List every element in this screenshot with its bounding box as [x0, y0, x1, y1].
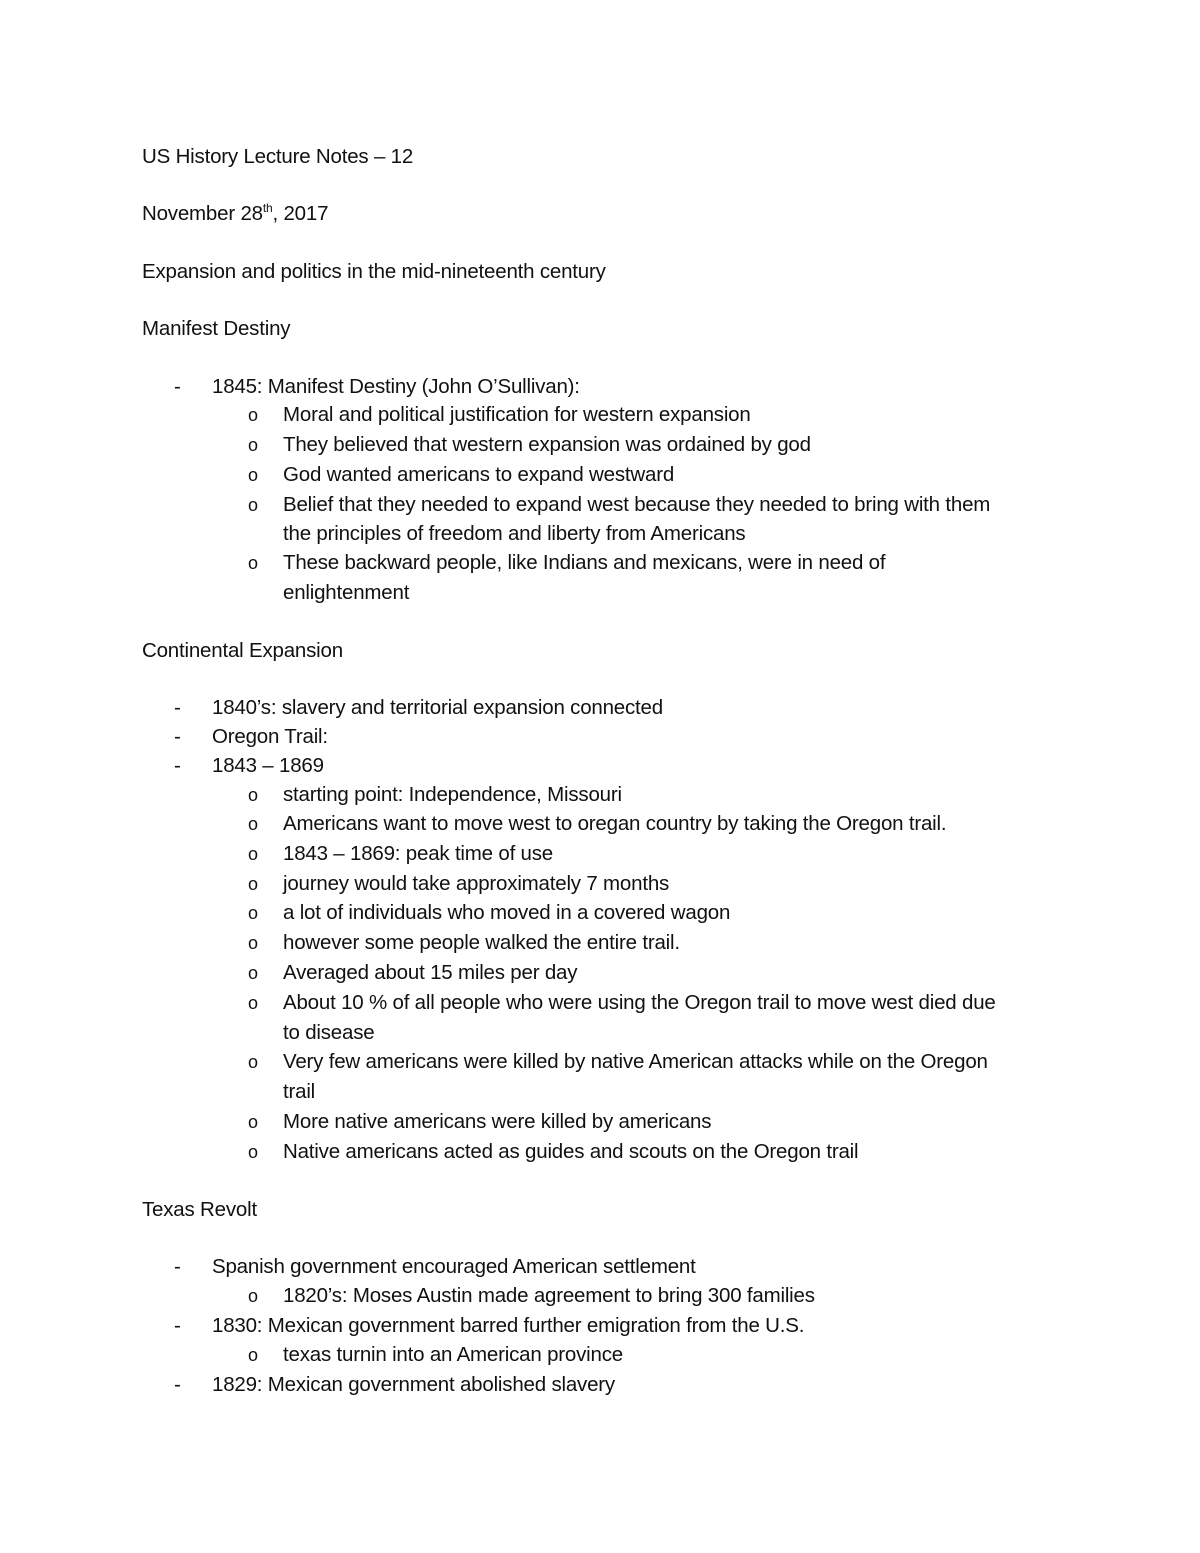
circle-bullet: o [248, 495, 259, 515]
date-year: , 2017 [272, 202, 329, 225]
circle-bullet: o [248, 963, 259, 983]
list-item: 1829: Mexican government abolished slavery [212, 1373, 615, 1396]
circle-bullet: o [248, 844, 259, 864]
sub-list-item: a lot of individuals who moved in a covered wagon [283, 901, 731, 924]
sub-list-item: starting point: Independence, Missouri [283, 783, 622, 806]
sub-list-item: 1843 – 1869: peak time of use [283, 842, 554, 865]
sub-list-item: Native americans acted as guides and scouts on the Oregon trail [283, 1140, 859, 1163]
sub-list-item: They believed that western expansion was ordained by god [283, 433, 811, 456]
list-item: 1830: Mexican government barred further emigration from the U.S. [212, 1314, 805, 1337]
list-item: 1840’s: slavery and territorial expansion connected [212, 696, 663, 719]
date-text: November 28 [142, 202, 263, 225]
sub-list-item: to disease [283, 1021, 375, 1044]
circle-bullet: o [248, 465, 259, 485]
sub-list-item: Very few americans were killed by native American attacks while on the Oregon [283, 1050, 988, 1073]
document-topic: Expansion and politics in the mid-nineteenth century [142, 260, 606, 283]
sub-list-item: Moral and political justification for western expansion [283, 403, 751, 426]
dash-bullet: - [174, 754, 181, 777]
list-item: 1845: Manifest Destiny (John O’Sullivan): [212, 375, 580, 398]
sub-list-item: texas turnin into an American province [283, 1343, 623, 1366]
section-heading: Continental Expansion [142, 639, 343, 662]
section-heading: Texas Revolt [142, 1198, 257, 1221]
dash-bullet: - [174, 1373, 181, 1396]
circle-bullet: o [248, 405, 259, 425]
circle-bullet: o [248, 933, 259, 953]
sub-list-item: More native americans were killed by americans [283, 1110, 712, 1133]
circle-bullet: o [248, 874, 259, 894]
sub-list-item: These backward people, like Indians and mexicans, were in need of [283, 551, 886, 574]
list-item: Oregon Trail: [212, 725, 328, 748]
circle-bullet: o [248, 814, 259, 834]
circle-bullet: o [248, 993, 259, 1013]
circle-bullet: o [248, 1286, 259, 1306]
circle-bullet: o [248, 785, 259, 805]
sub-list-item: God wanted americans to expand westward [283, 463, 675, 486]
circle-bullet: o [248, 435, 259, 455]
circle-bullet: o [248, 1052, 259, 1072]
circle-bullet: o [248, 553, 259, 573]
sub-list-item: journey would take approximately 7 months [283, 872, 670, 895]
dash-bullet: - [174, 696, 181, 719]
sub-list-item: About 10 % of all people who were using the Oregon trail to move west died due [283, 991, 996, 1014]
dash-bullet: - [174, 725, 181, 748]
sub-list-item: the principles of freedom and liberty from Americans [283, 522, 746, 545]
document-date [142, 199, 328, 229]
circle-bullet: o [248, 903, 259, 923]
dash-bullet: - [174, 1255, 181, 1278]
dash-bullet: - [174, 375, 181, 398]
sub-list-item: Americans want to move west to oregan country by taking the Oregon trail. [283, 812, 947, 835]
sub-list-item: 1820’s: Moses Austin made agreement to bring 300 families [283, 1284, 815, 1307]
sub-list-item: however some people walked the entire trail. [283, 931, 680, 954]
section-heading: Manifest Destiny [142, 317, 291, 340]
dash-bullet: - [174, 1314, 181, 1337]
document-title: US History Lecture Notes – 12 [142, 145, 414, 168]
circle-bullet: o [248, 1142, 259, 1162]
list-item: 1843 – 1869 [212, 754, 324, 777]
sub-list-item: trail [283, 1080, 316, 1103]
sub-list-item: Averaged about 15 miles per day [283, 961, 578, 984]
list-item: Spanish government encouraged American settlement [212, 1255, 696, 1278]
sub-list-item: Belief that they needed to expand west because they needed to bring with them [283, 493, 991, 516]
circle-bullet: o [248, 1345, 259, 1365]
circle-bullet: o [248, 1112, 259, 1132]
date-suffix: th [262, 201, 273, 216]
sub-list-item: enlightenment [283, 581, 410, 604]
